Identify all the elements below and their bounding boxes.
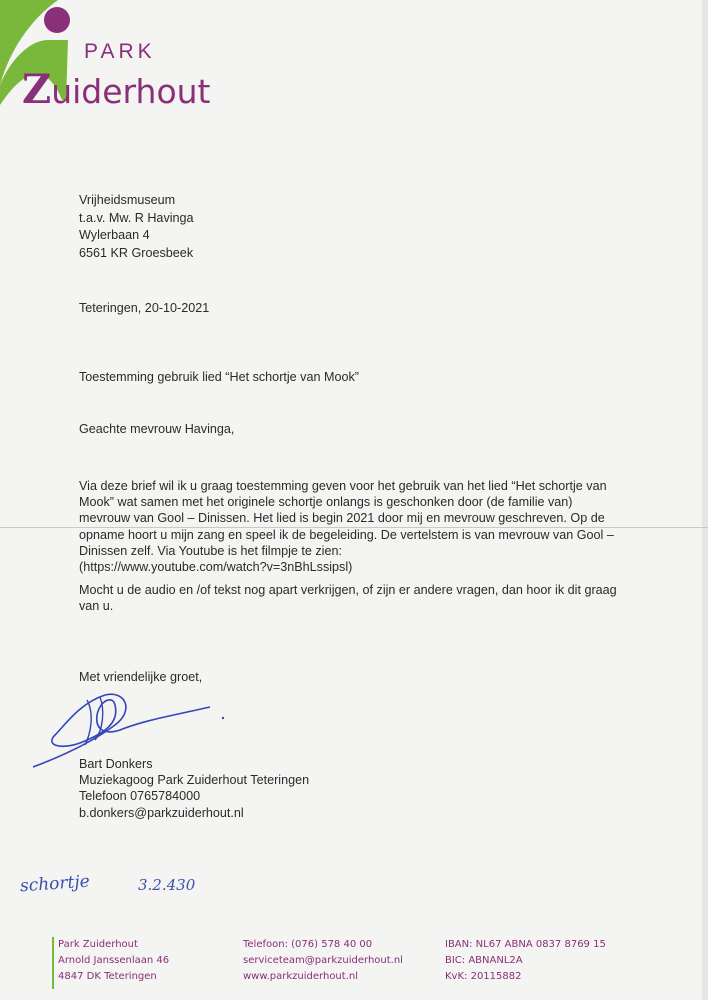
recipient-address xyxy=(79,192,194,262)
text-line: van u. xyxy=(79,599,114,614)
footer-contact xyxy=(243,937,403,985)
text-line: mevrouw van Gool – Dinissen. Het lied is begin 2021 door mij en mevrouw geschreven. Op de xyxy=(79,511,605,526)
recipient-line: t.a.v. Mw. R Havinga xyxy=(79,210,194,225)
sender-title: Muziekagoog Park Zuiderhout Teteringen xyxy=(79,773,310,788)
footer-address xyxy=(58,937,169,985)
recipient-line: Wylerbaan 4 xyxy=(79,228,150,242)
sender-email: b.donkers@parkzuiderhout.nl xyxy=(79,805,244,820)
page-edge xyxy=(702,0,708,1000)
place-date: Teteringen, 20-10-2021 xyxy=(79,301,210,315)
footer-bank xyxy=(445,937,606,985)
sender-phone: Telefoon 0765784000 xyxy=(79,789,201,804)
paragraph-2 xyxy=(79,582,617,614)
logo-name xyxy=(22,66,210,113)
handwritten-code: 3.2.430 xyxy=(138,876,196,894)
sender-name: Bart Donkers xyxy=(79,757,153,771)
footer-line: Telefoon: (076) 578 40 00 xyxy=(243,939,373,950)
footer-line: BIC: ABNANL2A xyxy=(445,955,523,966)
recipient-line: 6561 KR Groesbeek xyxy=(79,245,194,260)
footer-line: Arnold Janssenlaan 46 xyxy=(58,955,170,966)
logo-park-text: PARK xyxy=(84,40,156,63)
text-line: opname hoort u mijn zang en speel ik de begeleiding. De vertelstem is van mevrouw van Gool – xyxy=(79,527,614,542)
logo-initial: Z xyxy=(22,66,52,113)
footer-line: IBAN: NL67 ABNA 0837 8769 15 xyxy=(445,939,606,950)
paper-fold xyxy=(0,527,708,528)
subject: Toestemming gebruik lied “Het schortje van Mook” xyxy=(79,370,359,384)
footer-line: KvK: 20115882 xyxy=(445,971,522,982)
text-line: Mook” wat samen met het originele schortje onlangs is geschonken door (de familie van) xyxy=(79,495,573,510)
footer-line: 4847 DK Teteringen xyxy=(58,971,157,982)
footer-accent-bar xyxy=(52,937,54,989)
handwritten-word: schortje xyxy=(19,871,91,897)
text-line: (https://www.youtube.com/watch?v=3nBhLssipsl) xyxy=(79,560,353,575)
logo-name-rest: uiderhout xyxy=(51,72,211,111)
text-line: Via deze brief wil ik u graag toestemming geven voor het gebruik van het lied “Het schortje van xyxy=(79,479,607,493)
recipient-line: Vrijheidsmuseum xyxy=(79,193,176,207)
closing: Met vriendelijke groet, xyxy=(79,670,203,684)
footer-line: serviceteam@parkzuiderhout.nl xyxy=(243,955,403,966)
text-line: Mocht u de audio en /of tekst nog apart verkrijgen, of zijn er andere vragen, dan hoor ik dit graag xyxy=(79,583,617,597)
salutation: Geachte mevrouw Havinga, xyxy=(79,422,235,436)
sender-block xyxy=(79,756,309,821)
footer-line: www.parkzuiderhout.nl xyxy=(243,971,358,982)
text-line: Dinissen zelf. Via Youtube is het filmpje te zien: xyxy=(79,543,342,558)
footer-line: Park Zuiderhout xyxy=(58,939,138,950)
